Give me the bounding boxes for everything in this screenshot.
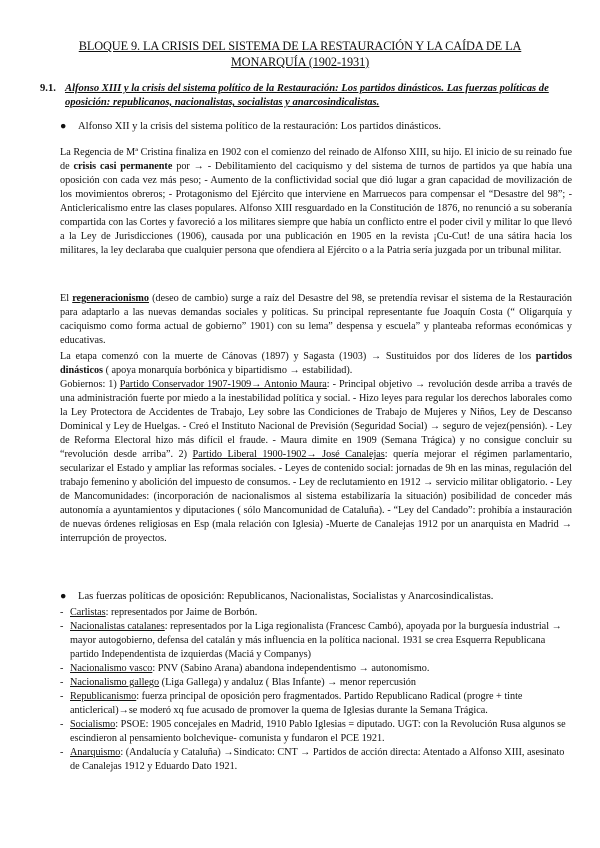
paragraph-bold: partidos dinásticos (60, 351, 572, 376)
party-conservador: Partido Conservador 1907-1909→ Antonio Maura (119, 379, 327, 390)
opposition-term: Anarquismo (70, 747, 121, 758)
opposition-term: Carlistas (70, 607, 106, 618)
document-title (60, 38, 540, 70)
bullet-dot-icon: ● (60, 121, 67, 132)
opposition-term: Socialismo (70, 719, 116, 730)
opposition-list (60, 606, 572, 774)
paragraph-regeneracionismo (60, 292, 572, 348)
list-item: - Nacionalismo gallego (Liga Gallega) y andaluz ( Blas Infante) → menor repercusión (60, 677, 416, 688)
opposition-text: : representados por Jaime de Borbón. (105, 607, 258, 618)
opposition-text: : PSOE: 1905 concejales en Madrid, 1910 Pablo Iglesias = diputado. UGT: con la Revolución Rusa algunos se escindieron al pensamiento bolchevique- comunista y fundaron el PCE 1921. (70, 719, 566, 744)
paragraph-text: : - Principal objetivo → revolución desde arriba a través de una administración fuerte por miedo a la inestabilidad política y social. - Hizo leyes para regular los derechos laborales como la Ley Protectora de Accidentes de Trabajo, Ley sobre las Condiciones de Trabajo de Mujeres y Niños, Ley de Descanso Dominical y Ley de Huelgas. - Creó el Instituto Nacional de Previsión (Seguridad Social) → seguro de vejez(pensión). - Ley de Reforma Electoral hizo más difícil el fraude. - Maura dimite en 1909 (Semana Trágica) y no consigue concluir su “revolución desde arriba”. 2) (60, 379, 572, 460)
bullet-text: Alfonso XII y la crisis del sistema político de la restauración: Los partidos dinásticos. (78, 121, 442, 132)
section-number: 9.1. (40, 83, 56, 94)
paragraph-text: : quería mejorar el régimen parlamentario, secularizar el Estado y ampliar las reformas sociales. - Leyes de contenido social: jornadas de 9h en las minas, regulación del trabajo femenino y abolición del impuesto de consumos. - Ley de reclutamiento en 1912 → servicio militar obligatorio. - Ley de Mancomunidades: (incorporación de nacionalismos al sistema estabilizaría la situación) posibilidad de conceder más autonomía a ayuntamientos y diputaciones ( sólo Mancomunidad de Cataluña). - “Ley del Candado”: prohibía a instauración de nuevas órdenes religiosas en Esp (mala relación con Iglesia) -Muerte de Canalejas 1912 por un anarquista en Madrid → interrupción de proyectos. (60, 449, 572, 544)
opposition-text: : (Andalucía y Cataluña) →Sindicato: CNT → Partidos de acción directa: Atentado a Alfonso XIII, asesinato de Canalejas 1912 y Eduardo Dato 1921. (70, 747, 565, 772)
opposition-term: Nacionalismo gallego (70, 677, 160, 688)
paragraph-text: Gobiernos: 1) (60, 379, 120, 390)
title-line-1: BLOQUE 9. LA CRISIS DEL SISTEMA DE LA RESTAURACIÓN Y LA CAÍDA DE LA (78, 39, 522, 53)
opposition-term: Republicanismo (70, 691, 137, 702)
bullet-dot-icon: ● (60, 591, 67, 602)
opposition-term: Nacionalismo vasco (70, 663, 153, 674)
paragraph-text: La etapa comenzó con la muerte de Cánovas (1897) y Sagasta (1903) → Sustituidos por dos líderes de los (60, 351, 536, 362)
paragraph-dynastic-parties (60, 350, 572, 378)
opposition-text: : PNV (Sabino Arana) abandona independentismo → autonomismo. (152, 663, 430, 674)
bullet-text: Las fuerzas políticas de oposición: Republicanos, Nacionalistas, Socialistas y Anarcosindicalistas. (78, 591, 494, 602)
title-line-2: MONARQUÍA (1902-1931) (230, 55, 370, 69)
party-liberal: Partido Liberal 1900-1902→ José Canalejas (192, 449, 385, 460)
paragraph-text: por → - Debilitamiento del caciquismo y del sistema de turnos de partidos ya que había una oposición con cada vez más peso; - Aumento de la conflictividad social que dió lugar a gran capacidad de movilización de los movimientos obreros; - Protagonismo del Ejército que interviene en Marruecos para compensar el “Desastre del 98”; - Anticlericalismo entre las clases populares. Alfonso XIII resguardado en la Constitución de 1876, no renunció a su soberanía compartida con las Cortes y favoreció a los militares siempre que había un conflicto entre el poder civil y militar lo que llevó a la Ley de Jurisdicciones (1906), causada por una publicación en 1905 en la revista ¡Cu-Cut! de una sátira hacia los militares, la ley declaraba que cualquier persona que ofendiera al Ejército o a la Patria sería juzgada por un tribunal militar. (60, 161, 573, 256)
list-item: - Nacionalismo vasco: PNV (Sabino Arana) abandona independentismo → autonomismo. (60, 663, 430, 674)
opposition-term: Nacionalistas catalanes (70, 621, 165, 632)
opposition-text: : representados por la Liga regionalista (Francesc Cambó), apoyada por la burguesía industrial → mayor autogobierno, defensa del catalán y más influencia en la política nacional. 1931 se crea Esquerra Republicana partido Independentista de izquierdas (Maciá y Companys) (70, 621, 562, 660)
list-item: - Republicanismo: fuerza principal de oposición pero fragmentados. Partido Republicano Radical (progre + tinte anticlerical)→se moderó xq fue acusado de promover la quema de Iglesias durante la Semana Trágica. (60, 691, 523, 716)
list-item: - Carlistas: representados por Jaime de Borbón. (60, 607, 258, 618)
list-item: - Nacionalistas catalanes: representados por la Liga regionalista (Francesc Cambó), apoyada por la burguesía industrial → mayor autogobierno, defensa del catalán y más influencia en la política nacional. 1931 se crea Esquerra Republicana partido Independentista de izquierdas (Maciá y Companys) (60, 621, 562, 660)
paragraph-text: El (60, 293, 73, 304)
list-item: - Anarquismo: (Andalucía y Cataluña) →Sindicato: CNT → Partidos de acción directa: Atentado a Alfonso XIII, asesinato de Canalejas 1912 y Eduardo Dato 1921. (60, 747, 565, 772)
paragraph-regency (60, 146, 572, 258)
opposition-text: (Liga Gallega) y andaluz ( Blas Infante) → menor repercusión (159, 677, 416, 688)
paragraph-text: (deseo de cambio) surge a raíz del Desastre del 98, se pretendía revisar el sistema de la Restauración para adaptarlo a las nuevas demandas sociales y políticas. Su principal representante fue Joaquín Costa (“ Oligarquía y caciquismo como forma actual de gobierno” 1901) con su lema” despensa y escuela” y planteaba reformas económicas y educativas. (60, 293, 572, 346)
paragraph-governments (60, 378, 572, 546)
section-title: Alfonso XIII y la crisis del sistema político de la Restauración: Los partidos dinásticos. Las fuerzas políticas de oposición: republicanos, nacionalistas, socialistas y anarcosindicalistas. (65, 83, 549, 108)
list-item: - Socialismo: PSOE: 1905 concejales en Madrid, 1910 Pablo Iglesias = diputado. UGT: con la Revolución Rusa algunos se escindieron al pensamiento bolchevique- comunista y fundaron el PCE 1921. (60, 719, 566, 744)
term-regeneracionismo: regeneracionismo (72, 293, 149, 304)
paragraph-bold: crisis casi permanente (73, 161, 173, 172)
opposition-text: : fuerza principal de oposición pero fragmentados. Partido Republicano Radical (progre + tinte anticlerical)→se moderó xq fue acusado de promover la quema de Iglesias durante la Semana Trágica. (70, 691, 523, 716)
paragraph-text: ( apoya monarquía borbónica y bipartidismo → estabilidad). (103, 365, 353, 376)
paragraph-text: La Regencia de Mª Cristina finaliza en 1902 con el comienzo del reinado de Alfonso XIII, su hijo. El inicio de su reinado fue de (60, 147, 572, 172)
